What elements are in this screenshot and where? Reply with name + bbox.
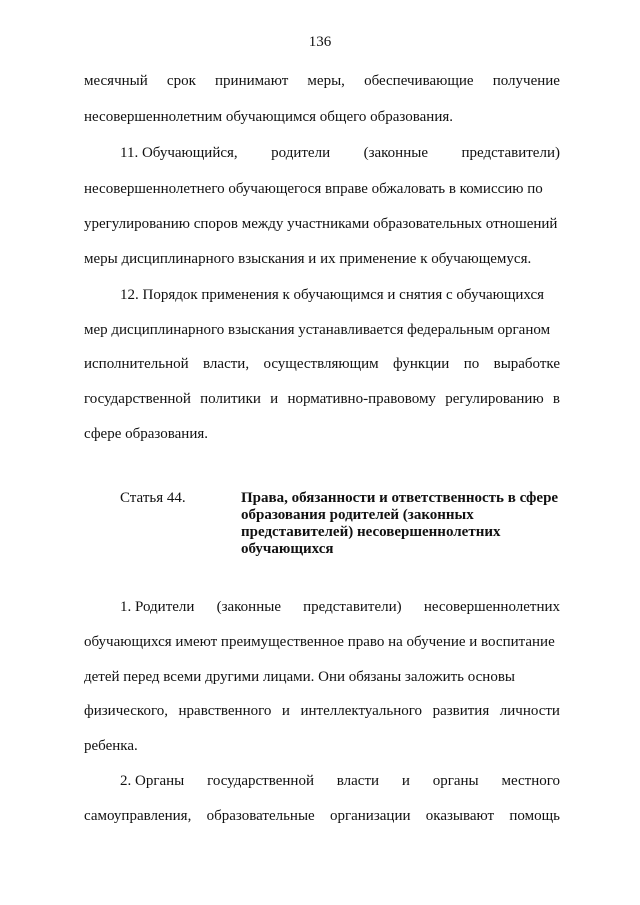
para4-line1	[120, 598, 560, 616]
para4-line3: детей перед всеми другими лицами. Они обязаны заложить основы	[84, 669, 515, 685]
word: (законные	[363, 145, 428, 161]
para4-line4	[84, 702, 560, 720]
word: образовательные	[206, 808, 315, 824]
word: оказывают	[425, 808, 495, 824]
word: государственной	[84, 391, 191, 407]
word: принимают	[215, 73, 289, 89]
word: и	[281, 703, 290, 719]
article-title-line: образования родителей (законных	[241, 507, 474, 523]
word: месячный	[84, 73, 148, 89]
word: интеллектуального	[300, 703, 423, 719]
word: и	[401, 773, 410, 789]
word: 11. Обучающийся,	[120, 145, 238, 161]
word: личности	[499, 703, 560, 719]
para3-line4	[84, 390, 560, 408]
word: нормативно-правовому	[287, 391, 436, 407]
word: 1. Родители	[120, 599, 195, 615]
word: нравственного	[178, 703, 272, 719]
word: осуществляющим	[263, 356, 379, 372]
article-title-line: представителей) несовершеннолетних	[241, 524, 501, 540]
word: несовершеннолетних	[423, 599, 560, 615]
word: срок	[166, 73, 196, 89]
word: исполнительной	[84, 356, 189, 372]
word: регулированию	[445, 391, 544, 407]
word: 2. Органы	[120, 773, 185, 789]
para1-line1	[84, 72, 560, 90]
para4-line2: обучающихся имеют преимущественное право на обучение и воспитание	[84, 634, 555, 650]
word: помощь	[509, 808, 560, 824]
para4-line5: ребенка.	[84, 738, 138, 754]
para2-line4: меры дисциплинарного взыскания и их применение к обучающемуся.	[84, 251, 532, 267]
para5-line1	[120, 772, 560, 790]
word: развития	[432, 703, 490, 719]
word: родители	[271, 145, 331, 161]
page-number: 136	[308, 34, 332, 50]
word: самоуправления,	[84, 808, 192, 824]
word: меры,	[307, 73, 345, 89]
article-title-line: обучающихся	[241, 541, 334, 557]
word: обеспечивающие	[364, 73, 474, 89]
word: организации	[329, 808, 411, 824]
para3-line5: сфере образования.	[84, 426, 208, 442]
word: функции	[393, 356, 450, 372]
word: выработке	[493, 356, 560, 372]
article-label: Статья 44.	[120, 490, 186, 506]
article-title-line: Права, обязанности и ответственность в сфере	[241, 490, 559, 506]
para2-line2: несовершеннолетнего обучающегося вправе обжаловать в комиссию по	[84, 181, 543, 197]
para3-line1: 12. Порядок применения к обучающимся и снятия с обучающихся	[120, 287, 545, 303]
para1-line2: несовершеннолетним обучающимся общего образования.	[84, 109, 454, 125]
word: представители)	[303, 599, 402, 615]
word: (законные	[216, 599, 281, 615]
word: органы	[432, 773, 479, 789]
word: власти,	[203, 356, 250, 372]
article-title	[241, 490, 561, 558]
word: по	[463, 356, 480, 372]
para2-line3: урегулированию споров между участниками образовательных отношений	[84, 216, 558, 232]
para3-line2: мер дисциплинарного взыскания устанавливается федеральным органом	[84, 322, 551, 338]
para3-line3	[84, 355, 560, 373]
word: представители)	[461, 145, 560, 161]
para2-line1	[120, 144, 560, 162]
word: политики	[200, 391, 261, 407]
word: местного	[501, 773, 560, 789]
word: государственной	[207, 773, 314, 789]
word: в	[552, 391, 560, 407]
word: и	[270, 391, 279, 407]
word: получение	[492, 73, 560, 89]
word: физического,	[84, 703, 168, 719]
word: власти	[336, 773, 380, 789]
para5-line2	[84, 807, 560, 825]
